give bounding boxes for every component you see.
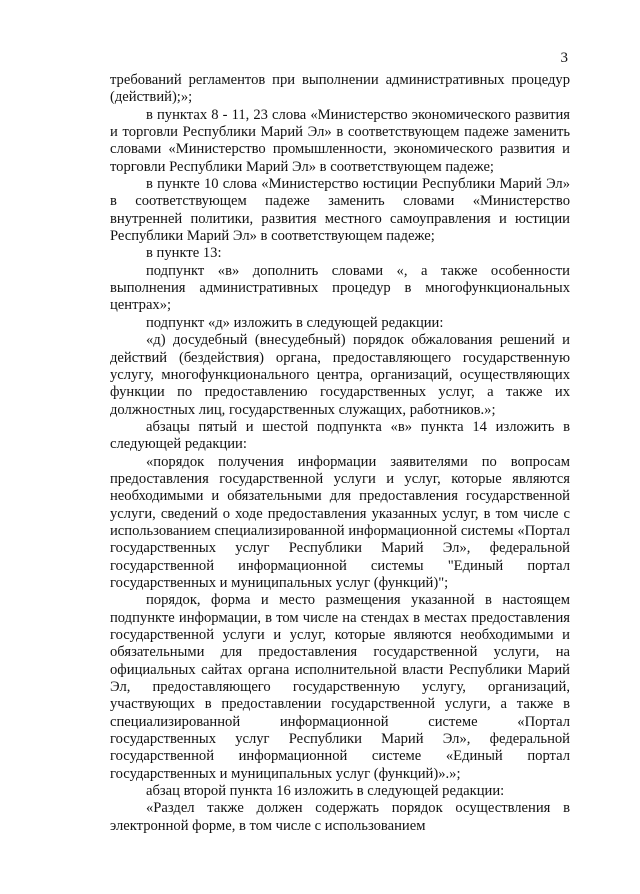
paragraph-point-10: в пункте 10 слова «Министерство юстиции Республики Марий Эл» в соответствующем падеже заменить словами «Министерство внутренней политики, развития местного самоуправления и юстиции Республики Марий Эл» в соответствующем падеже; (110, 176, 570, 245)
paragraph-info-placement: порядок, форма и место размещения указанной в настоящем подпункте информации, в том числе на стендах в местах предоставления государственной услуги и услуг, которые являются необходимыми и обязательными для предоставления государственной услуги, на официальных сайтах органа исполнительной власти Республики Марий Эл, предоставляющего государственную услугу, организаций, участвующих в предоставлении государственной услуги, а также в специализированной информационной системе «Портал государственных услуг Республики Марий Эл», федеральной государственной информационной системе «Единый портал государственных и муниципальных услуг (функций)».»; (110, 592, 570, 782)
paragraph-info-procedure: «порядок получения информации заявителями по вопросам предоставления государственной услуги и услуг, которые являются необходимыми и обязательными для предоставления государственной услуги, сведений о ходе предоставления указанных услуг, в том числе с использованием специализированной информационной системы «Портал государственных услуг Республики Марий Эл», федеральной государственной информационной системы "Единый портал государственных и муниципальных услуг (функций)"; (110, 453, 570, 591)
document-body (110, 72, 570, 835)
paragraph-point-14: абзацы пятый и шестой подпункта «в» пункта 14 изложить в следующей редакции: (110, 418, 570, 453)
paragraph-point-16: абзац второй пункта 16 изложить в следующей редакции: (146, 783, 505, 800)
paragraph-continuation: требований регламентов при выполнении административных процедур (действий);»; (110, 72, 570, 106)
paragraph-point-13: в пункте 13: (146, 245, 222, 262)
paragraph-points-8-11: в пунктах 8 - 11, 23 слова «Министерство экономического развития и торговли Республики Марий Эл» в соответствующем падеже заменить словами «Министерство промышленности, экономического развития и торговли Республики Марий Эл» в соответствующем падеже; (110, 106, 570, 175)
paragraph-subpoint-d: подпункт «д» изложить в следующей редакции: (146, 314, 444, 331)
paragraph-subpoint-v: подпункт «в» дополнить словами «, а также особенности выполнения административных процедур в многофункциональных центрах»; (110, 262, 570, 314)
paragraph-subpoint-d-text: «д) досудебный (внесудебный) порядок обжалования решений и действий (бездействия) органа, предоставляющего государственную услугу, многофункционального центра, организаций, осуществляющих функции по предоставлению государственных услуг, а также их должностных лиц, государственных служащих, работников.»; (110, 332, 570, 418)
page-number: 3 (560, 50, 568, 66)
paragraph-section-text: «Раздел также должен содержать порядок осуществления в электронной форме, в том числе с использованием (110, 800, 570, 834)
